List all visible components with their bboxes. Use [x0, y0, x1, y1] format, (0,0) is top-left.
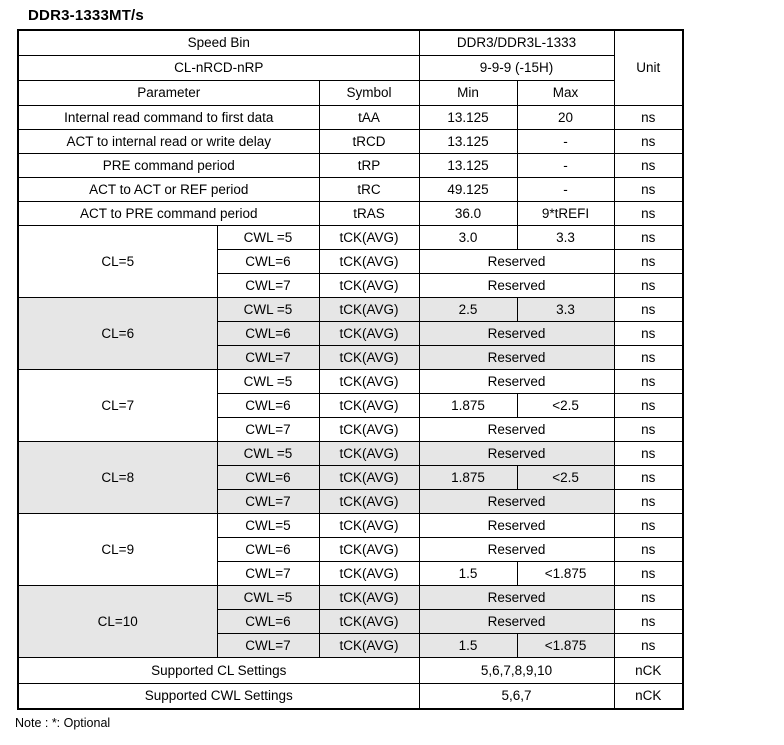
min-cell: 1.5 — [419, 633, 517, 657]
symbol-cell: tCK(AVG) — [319, 321, 419, 345]
cl-label-cell: CL=6 — [18, 297, 217, 369]
unit-cell: ns — [614, 273, 683, 297]
param-symbol-cell: tRAS — [319, 201, 419, 225]
table-row — [18, 585, 683, 609]
speed-bin-table — [17, 29, 684, 710]
table-row — [18, 177, 683, 201]
unit-header: Unit — [614, 30, 683, 105]
symbol-cell: tCK(AVG) — [319, 225, 419, 249]
cwl-cell: CWL=6 — [217, 249, 319, 273]
symbol-header: Symbol — [319, 80, 419, 105]
table-row — [18, 683, 683, 709]
max-cell: <1.875 — [517, 633, 614, 657]
cwl-cell: CWL=5 — [217, 513, 319, 537]
param-min-cell: 13.125 — [419, 129, 517, 153]
max-cell: <1.875 — [517, 561, 614, 585]
reserved-cell: Reserved — [419, 537, 614, 561]
min-cell: 1.5 — [419, 561, 517, 585]
unit-cell: ns — [614, 633, 683, 657]
symbol-cell: tCK(AVG) — [319, 537, 419, 561]
symbol-cell: tCK(AVG) — [319, 489, 419, 513]
symbol-cell: tCK(AVG) — [319, 585, 419, 609]
unit-cell: ns — [614, 321, 683, 345]
table-row — [18, 513, 683, 537]
symbol-cell: tCK(AVG) — [319, 561, 419, 585]
footer-value-cell: 5,6,7 — [419, 683, 614, 709]
param-max-cell: 20 — [517, 105, 614, 129]
table-row — [18, 225, 683, 249]
table-row — [18, 657, 683, 683]
unit-cell: ns — [614, 225, 683, 249]
cwl-cell: CWL =5 — [217, 369, 319, 393]
param-symbol-cell: tAA — [319, 105, 419, 129]
parameter-header: Parameter — [18, 80, 319, 105]
reserved-cell: Reserved — [419, 345, 614, 369]
cwl-cell: CWL =5 — [217, 585, 319, 609]
reserved-cell: Reserved — [419, 273, 614, 297]
table-row — [18, 129, 683, 153]
unit-cell: ns — [614, 441, 683, 465]
unit-cell: ns — [614, 489, 683, 513]
table-row — [18, 369, 683, 393]
table-row — [18, 80, 683, 105]
table-row — [18, 105, 683, 129]
param-name-cell: ACT to ACT or REF period — [18, 177, 319, 201]
min-header: Min — [419, 80, 517, 105]
unit-cell: ns — [614, 369, 683, 393]
reserved-cell: Reserved — [419, 321, 614, 345]
unit-cell: ns — [614, 609, 683, 633]
param-max-cell: - — [517, 129, 614, 153]
param-symbol-cell: tRCD — [319, 129, 419, 153]
min-cell: 1.875 — [419, 393, 517, 417]
unit-cell: ns — [614, 465, 683, 489]
table-row — [18, 55, 683, 80]
cwl-cell: CWL=6 — [217, 537, 319, 561]
cwl-cell: CWL=7 — [217, 633, 319, 657]
reserved-cell: Reserved — [419, 513, 614, 537]
unit-cell: ns — [614, 345, 683, 369]
unit-cell: ns — [614, 417, 683, 441]
cwl-cell: CWL=7 — [217, 561, 319, 585]
max-header: Max — [517, 80, 614, 105]
cl-label-cell: CL=8 — [18, 441, 217, 513]
param-symbol-cell: tRC — [319, 177, 419, 201]
page-title: DDR3-1333MT/s — [28, 7, 144, 24]
unit-cell: ns — [614, 561, 683, 585]
min-cell: 1.875 — [419, 465, 517, 489]
unit-cell: ns — [614, 585, 683, 609]
symbol-cell: tCK(AVG) — [319, 633, 419, 657]
param-name-cell: ACT to PRE command period — [18, 201, 319, 225]
cwl-cell: CWL =5 — [217, 225, 319, 249]
cwl-cell: CWL =5 — [217, 297, 319, 321]
symbol-cell: tCK(AVG) — [319, 417, 419, 441]
param-max-cell: 9*tREFI — [517, 201, 614, 225]
param-name-cell: Internal read command to first data — [18, 105, 319, 129]
cl-nrcd-nrp-value: 9-9-9 (-15H) — [419, 55, 614, 80]
param-unit-cell: ns — [614, 177, 683, 201]
reserved-cell: Reserved — [419, 417, 614, 441]
param-symbol-cell: tRP — [319, 153, 419, 177]
param-unit-cell: ns — [614, 129, 683, 153]
footer-unit-cell: nCK — [614, 657, 683, 683]
unit-cell: ns — [614, 537, 683, 561]
param-name-cell: PRE command period — [18, 153, 319, 177]
param-unit-cell: ns — [614, 201, 683, 225]
param-min-cell: 36.0 — [419, 201, 517, 225]
param-max-cell: - — [517, 153, 614, 177]
reserved-cell: Reserved — [419, 249, 614, 273]
cwl-cell: CWL=7 — [217, 489, 319, 513]
table-row — [18, 201, 683, 225]
symbol-cell: tCK(AVG) — [319, 513, 419, 537]
symbol-cell: tCK(AVG) — [319, 369, 419, 393]
reserved-cell: Reserved — [419, 441, 614, 465]
param-unit-cell: ns — [614, 105, 683, 129]
footer-label-cell: Supported CL Settings — [18, 657, 419, 683]
reserved-cell: Reserved — [419, 489, 614, 513]
cl-label-cell: CL=7 — [18, 369, 217, 441]
symbol-cell: tCK(AVG) — [319, 609, 419, 633]
cl-label-cell: CL=9 — [18, 513, 217, 585]
cl-nrcd-nrp-label: CL-nRCD-nRP — [18, 55, 419, 80]
min-cell: 2.5 — [419, 297, 517, 321]
symbol-cell: tCK(AVG) — [319, 441, 419, 465]
symbol-cell: tCK(AVG) — [319, 297, 419, 321]
max-cell: <2.5 — [517, 393, 614, 417]
unit-cell: ns — [614, 249, 683, 273]
max-cell: 3.3 — [517, 297, 614, 321]
footer-value-cell: 5,6,7,8,9,10 — [419, 657, 614, 683]
cl-label-cell: CL=5 — [18, 225, 217, 297]
note-text: Note : *: Optional — [15, 716, 111, 730]
reserved-cell: Reserved — [419, 585, 614, 609]
param-min-cell: 13.125 — [419, 105, 517, 129]
symbol-cell: tCK(AVG) — [319, 273, 419, 297]
unit-cell: ns — [614, 297, 683, 321]
param-min-cell: 13.125 — [419, 153, 517, 177]
cwl-cell: CWL=6 — [217, 321, 319, 345]
footer-unit-cell: nCK — [614, 683, 683, 709]
min-cell: 3.0 — [419, 225, 517, 249]
max-cell: 3.3 — [517, 225, 614, 249]
param-min-cell: 49.125 — [419, 177, 517, 201]
param-unit-cell: ns — [614, 153, 683, 177]
unit-cell: ns — [614, 393, 683, 417]
symbol-cell: tCK(AVG) — [319, 249, 419, 273]
cwl-cell: CWL=7 — [217, 273, 319, 297]
table-row — [18, 153, 683, 177]
table-row — [18, 441, 683, 465]
speed-bin-value: DDR3/DDR3L-1333 — [419, 30, 614, 55]
max-cell: <2.5 — [517, 465, 614, 489]
cl-label-cell: CL=10 — [18, 585, 217, 657]
cwl-cell: CWL=7 — [217, 417, 319, 441]
table-row — [18, 297, 683, 321]
footer-label-cell: Supported CWL Settings — [18, 683, 419, 709]
cwl-cell: CWL =5 — [217, 441, 319, 465]
param-name-cell: ACT to internal read or write delay — [18, 129, 319, 153]
symbol-cell: tCK(AVG) — [319, 465, 419, 489]
cwl-cell: CWL=7 — [217, 345, 319, 369]
table-row — [18, 30, 683, 55]
cwl-cell: CWL=6 — [217, 609, 319, 633]
param-max-cell: - — [517, 177, 614, 201]
speed-bin-label: Speed Bin — [18, 30, 419, 55]
cwl-cell: CWL=6 — [217, 465, 319, 489]
symbol-cell: tCK(AVG) — [319, 393, 419, 417]
reserved-cell: Reserved — [419, 369, 614, 393]
reserved-cell: Reserved — [419, 609, 614, 633]
cwl-cell: CWL=6 — [217, 393, 319, 417]
unit-cell: ns — [614, 513, 683, 537]
symbol-cell: tCK(AVG) — [319, 345, 419, 369]
